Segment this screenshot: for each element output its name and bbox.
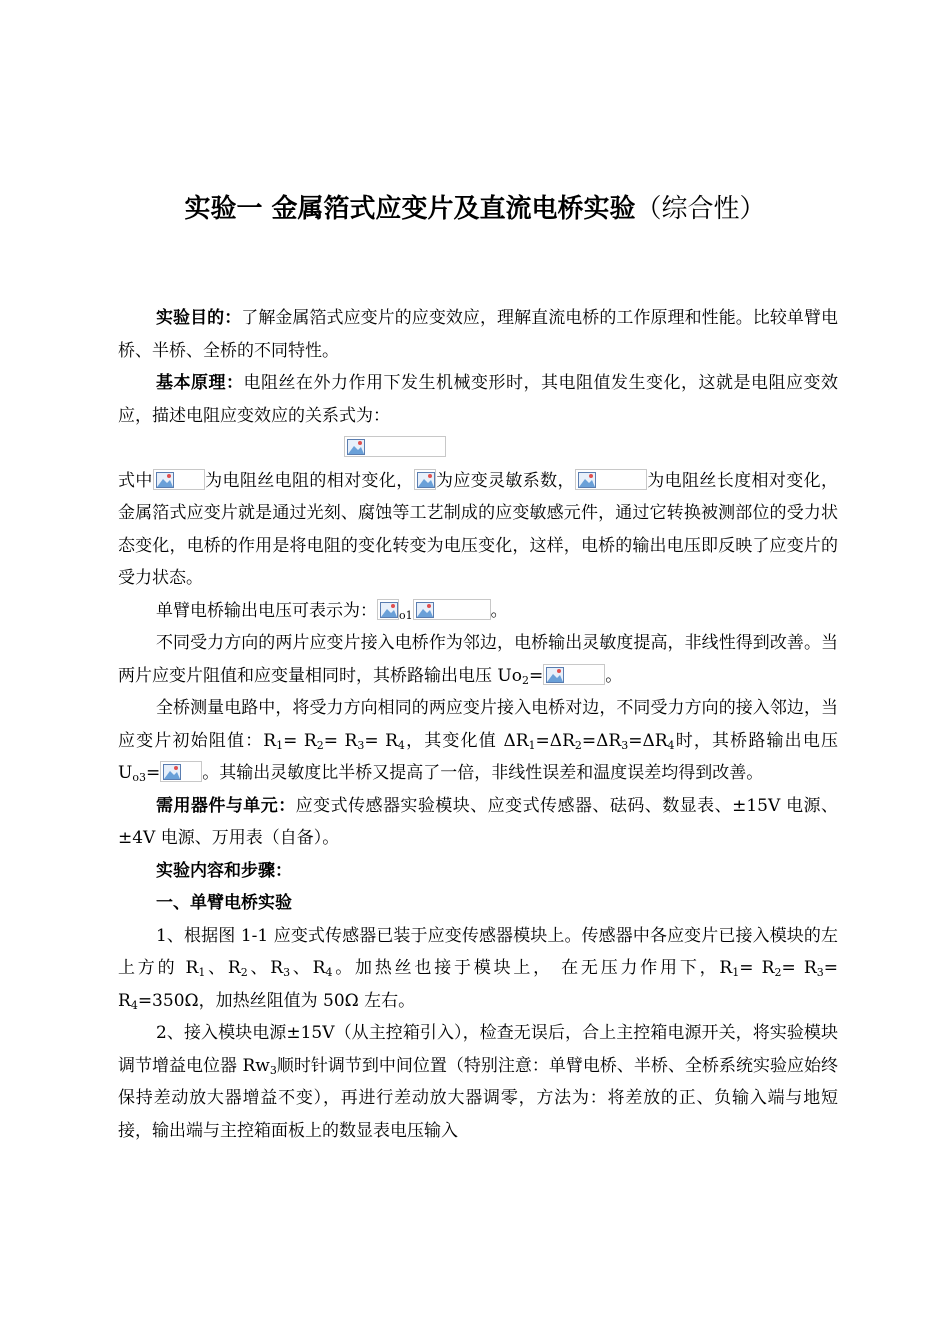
equipment-text: 应变式传感器实验模块、应变式传感器、砝码、数显表、±15V 电源、±4V 电源、万用表（自备）。 [118, 795, 838, 848]
text-fragment: = R [739, 958, 775, 978]
text-fragment: = R [781, 958, 817, 978]
text-fragment: 4 [130, 998, 138, 1012]
explain-text-1: 式中 [118, 470, 153, 491]
text-fragment: 4 [325, 966, 333, 979]
text-fragment: 1、根据图 1-1 应变式传感器已装于应变传感器模块上。传感器中各应变片已接入模块的左上方的 R [118, 925, 838, 978]
text-fragment: = [145, 763, 161, 783]
text-fragment: 1 [528, 738, 536, 752]
relative-length-image-icon [575, 469, 647, 490]
text-fragment: 1 [276, 738, 284, 752]
half-sub: 2 [521, 673, 529, 687]
full-bridge-formula-image-icon [160, 761, 202, 782]
u-symbol-image-icon [377, 599, 399, 620]
text-fragment: 2 [574, 738, 582, 752]
half-end: 。 [605, 665, 623, 686]
page-title [0, 192, 950, 226]
text-fragment: 3 [816, 966, 824, 979]
principle-label: 基本原理： [156, 373, 244, 393]
half-text: 不同受力方向的两片应变片接入电桥作为邻边，电桥输出灵敏度提高，非线性得到改善。当两片应变片阻值和应变量相同时，其桥路输出电压 Uo [118, 633, 838, 686]
principle-text: 电阻丝在外力作用下发生机械变形时，其电阻值发生变化，这就是电阻应变效应，描述电阻应变效应的关系式为： [118, 373, 838, 426]
text-fragment: 2 [774, 966, 782, 979]
step-1-paragraph [118, 920, 838, 1018]
text-fragment: 3 [621, 738, 629, 752]
explain-text-2: 为电阻丝电阻的相对变化， [204, 470, 414, 491]
text-fragment: 、R [247, 958, 284, 978]
text-fragment: 3 [283, 966, 291, 979]
text-fragment: = R [118, 958, 838, 1011]
text-fragment: 1 [732, 966, 740, 979]
text-fragment: 3 [357, 738, 365, 752]
text-fragment: = R [283, 730, 317, 751]
single-end: 。 [490, 600, 508, 621]
single-bridge-formula-image-icon [413, 599, 491, 620]
text-fragment: 2 [240, 966, 248, 979]
title-main: 实验一 金属箔式应变片及直流电桥实验 [184, 194, 636, 224]
equipment-label: 需用器件与单元： [156, 795, 296, 816]
purpose-text: 了解金属箔式应变片的应变效应，理解直流电桥的工作原理和性能。比较单臂电桥、半桥、全桥的不同特性。 [118, 308, 839, 361]
purpose-paragraph [118, 302, 838, 367]
explain-text-4: 为电阻丝长度相对变化，金属箔式应变片就是通过光刻、腐蚀等工艺制成的应变敏感元件，通过它转换被测部位的受力状态变化，电桥的作用是将电阻的变化转变为电压变化，这样，电桥的输出电压即反映了应变片的受力状态。 [118, 470, 839, 588]
text-fragment: 顺时针调节到中间位置（特别注意：单臂电桥、半桥、全桥系统实验应始终保持差动放大器增益不变），再进行差动放大器调零，方法为：将差放的正、负输入端与地短接，输出端与主控箱面板上的数显表电压输入 [118, 1055, 838, 1141]
single-sub: o1 [399, 608, 413, 622]
strain-equation-image-icon [344, 436, 446, 457]
full-bridge-paragraph [118, 692, 838, 790]
text-fragment: ，其变化值 ΔR [404, 730, 529, 751]
title-suffix: （综合性） [635, 194, 766, 224]
text-fragment: 。加热丝也接于模块上， 在无压力作用下，R [332, 958, 733, 978]
equation-line [118, 432, 838, 465]
text-fragment: 1 [198, 966, 206, 979]
document-body [118, 302, 838, 1147]
steps-heading: 实验内容和步骤： [156, 860, 292, 881]
text-fragment: 2、接入模块电源±15V（从主控箱引入），检查无误后，合上主控箱电源开关，将实验模块调节增益电位器 Rw [118, 1023, 838, 1076]
text-fragment: =350Ω，加热丝阻值为 50Ω 左右。 [137, 990, 416, 1011]
half-bridge-formula-image-icon [543, 664, 605, 685]
text-fragment: 。其输出灵敏度比半桥又提高了一倍，非线性误差和温度误差均得到改善。 [202, 763, 764, 783]
explain-paragraph [118, 465, 838, 595]
text-fragment: 3 [269, 1063, 277, 1077]
section-heading-single-bridge: 一、单臂电桥实验 [156, 893, 292, 913]
half-eq: = [528, 665, 544, 686]
text-fragment: 全桥测量电路中，将受力方向相同的两应变片接入电桥对边，不同受力方向的接入邻边，当应变片初始阻值：R [118, 698, 838, 751]
text-fragment: 4 [397, 738, 405, 752]
half-bridge-paragraph [118, 627, 838, 692]
purpose-label: 实验目的： [156, 308, 242, 328]
text-fragment: = R [364, 730, 398, 751]
text-fragment: o3 [132, 771, 146, 784]
relative-resistance-image-icon [153, 469, 205, 490]
principle-paragraph [118, 367, 838, 432]
single-bridge-paragraph [118, 595, 838, 628]
text-fragment: =ΔR [581, 730, 622, 751]
text-fragment: =ΔR [628, 730, 668, 751]
text-fragment: 、R [290, 958, 326, 978]
step-2-paragraph [118, 1017, 838, 1147]
text-fragment: 时，其桥路输出电压 U [118, 730, 838, 783]
single-text: 单臂电桥输出电压可表示为： [156, 600, 377, 621]
gauge-factor-image-icon [414, 469, 436, 490]
explain-text-3: 为应变灵敏系数， [435, 470, 575, 491]
equipment-paragraph [118, 790, 838, 855]
text-fragment: 2 [316, 738, 324, 752]
text-fragment: 、R [205, 958, 241, 978]
text-fragment: 4 [667, 738, 675, 752]
text-fragment: =ΔR [535, 730, 575, 751]
text-fragment: = R [323, 730, 358, 751]
